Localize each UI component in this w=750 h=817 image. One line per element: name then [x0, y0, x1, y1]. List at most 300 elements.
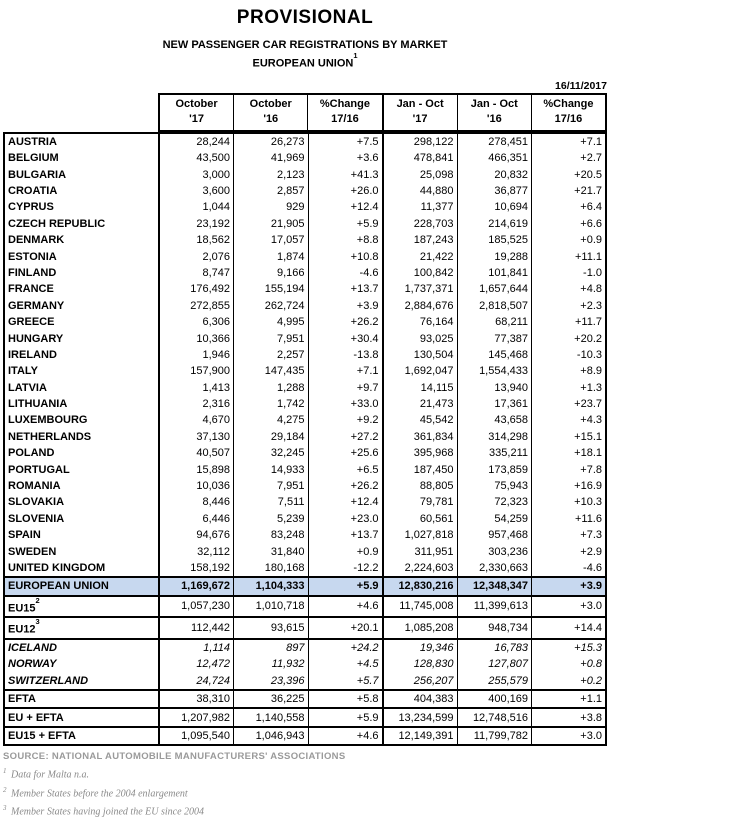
value-cell: 2,316 — [159, 396, 234, 412]
value-cell: +26.0 — [308, 183, 383, 199]
value-cell: 77,387 — [457, 330, 532, 346]
value-cell: 23,192 — [159, 216, 234, 232]
value-cell: 76,164 — [383, 314, 458, 330]
table-row-finland — [4, 265, 606, 281]
value-cell: +7.5 — [308, 133, 383, 150]
value-cell: 72,323 — [457, 494, 532, 510]
table-row-slovenia — [4, 511, 606, 527]
value-cell: 1,010,718 — [234, 596, 309, 618]
table-row-greece — [4, 314, 606, 330]
value-cell: +0.8 — [580, 658, 602, 671]
row-label: EU + EFTA — [4, 708, 159, 726]
value-cell: 214,619 — [457, 216, 532, 232]
value-cell: 4,275 — [234, 412, 309, 428]
value-cell: +4.6 — [308, 596, 383, 618]
value-cell: 11,799,782 — [457, 727, 532, 745]
row-label: DENMARK — [4, 232, 159, 248]
value-cell: 12,830,216 — [383, 577, 458, 595]
footnote: $^1$ Data for Malta n.a. — [3, 767, 90, 781]
value-cell: 145,468 — [457, 347, 532, 363]
value-cell: 228,703 — [383, 216, 458, 232]
value-cell: +6.6 — [580, 217, 602, 230]
column-header: %Change 17/16 — [308, 95, 383, 130]
value-cell: 18,562 — [159, 232, 234, 248]
row-label: $EU12^3$ — [4, 617, 159, 639]
value-cell: 1,044 — [159, 199, 234, 215]
value-cell: +20.1 — [308, 617, 383, 639]
row-label: ICELAND — [4, 639, 159, 656]
value-cell: +33.0 — [308, 396, 383, 412]
value-cell: +3.9 — [532, 577, 607, 595]
table-row-italy — [4, 363, 606, 379]
value-cell: 298,122 — [383, 133, 458, 150]
value-cell: 6,446 — [159, 511, 234, 527]
value-cell: 15,898 — [159, 461, 234, 477]
table-row-united-kingdom — [4, 560, 606, 577]
value-cell: 957,468 — [457, 527, 532, 543]
footnotes — [3, 767, 607, 817]
value-cell: +4.5 — [308, 656, 383, 672]
value-cell: +25.6 — [308, 445, 383, 461]
value-cell: +10.8 — [308, 248, 383, 264]
value-cell: 1,140,558 — [234, 708, 309, 726]
table-header — [3, 93, 607, 132]
value-cell: 1,554,433 — [457, 363, 532, 379]
value-cell: +8.8 — [308, 232, 383, 248]
table-header-corner — [3, 93, 158, 132]
value-cell: +8.9 — [580, 365, 602, 378]
row-label: ROMANIA — [4, 478, 159, 494]
value-cell: +20.2 — [574, 332, 602, 345]
value-cell: 404,383 — [383, 690, 458, 708]
value-cell: 1,874 — [234, 248, 309, 264]
value-cell: +5.9 — [308, 216, 383, 232]
row-label: NETHERLANDS — [4, 429, 159, 445]
row-label: UNITED KINGDOM — [4, 560, 159, 577]
table-row-denmark — [4, 232, 606, 248]
value-cell: 303,236 — [457, 543, 532, 559]
value-cell: 5,239 — [234, 511, 309, 527]
value-cell: 130,504 — [383, 347, 458, 363]
row-label: HUNGARY — [4, 330, 159, 346]
value-cell: +24.2 — [308, 639, 383, 656]
value-cell: 10,366 — [159, 330, 234, 346]
value-cell: 83,248 — [234, 527, 309, 543]
value-cell: +15.3 — [574, 642, 602, 655]
row-label: CYPRUS — [4, 199, 159, 215]
value-cell: +3.6 — [308, 150, 383, 166]
value-cell: 10,036 — [159, 478, 234, 494]
table-row-hungary — [4, 330, 606, 346]
value-cell: +7.3 — [580, 529, 602, 542]
table-row-cyprus — [4, 199, 606, 215]
table-row-croatia — [4, 183, 606, 199]
value-cell: +11.1 — [574, 250, 602, 263]
value-cell: 100,842 — [383, 265, 458, 281]
value-cell: 26,273 — [234, 133, 309, 150]
value-cell: +14.4 — [574, 622, 602, 635]
value-cell: +10.3 — [574, 496, 602, 509]
value-cell: 1,046,943 — [234, 727, 309, 745]
value-cell: +41.3 — [308, 166, 383, 182]
value-cell: +30.4 — [308, 330, 383, 346]
value-cell: 1,095,540 — [159, 727, 234, 745]
value-cell: 157,900 — [159, 363, 234, 379]
value-cell: 43,658 — [457, 412, 532, 428]
value-cell: 948,734 — [457, 617, 532, 639]
value-cell: +12.4 — [308, 199, 383, 215]
value-cell: 43,500 — [159, 150, 234, 166]
value-cell: 21,473 — [383, 396, 458, 412]
value-cell: +23.0 — [308, 511, 383, 527]
value-cell: 1,413 — [159, 380, 234, 396]
value-cell: +11.7 — [574, 316, 602, 329]
row-label: SWEDEN — [4, 543, 159, 559]
value-cell: +9.2 — [308, 412, 383, 428]
value-cell: -4.6 — [583, 562, 602, 574]
value-cell: 36,225 — [234, 690, 309, 708]
value-cell: +0.9 — [308, 543, 383, 559]
value-cell: 176,492 — [159, 281, 234, 297]
value-cell: 400,169 — [457, 690, 532, 708]
row-label: BELGIUM — [4, 150, 159, 166]
value-cell: +5.7 — [308, 673, 383, 690]
value-cell: +16.9 — [574, 480, 602, 493]
table-row-portugal — [4, 461, 606, 477]
value-cell: 54,259 — [457, 511, 532, 527]
row-label: SLOVAKIA — [4, 494, 159, 510]
value-cell: 12,748,516 — [457, 708, 532, 726]
row-label: ESTONIA — [4, 248, 159, 264]
row-label: BULGARIA — [4, 166, 159, 182]
value-cell: 24,724 — [159, 673, 234, 690]
value-cell: 7,951 — [234, 478, 309, 494]
value-cell: 37,130 — [159, 429, 234, 445]
row-label: EU15 + EFTA — [4, 727, 159, 745]
value-cell: +23.7 — [574, 398, 602, 411]
value-cell: 2,123 — [234, 166, 309, 182]
value-cell: +18.1 — [574, 447, 602, 460]
row-label: ITALY — [4, 363, 159, 379]
value-cell: 7,951 — [234, 330, 309, 346]
value-cell: +9.7 — [308, 380, 383, 396]
table-row-slovakia — [4, 494, 606, 510]
value-cell: +12.4 — [308, 494, 383, 510]
value-cell: +20.5 — [574, 168, 602, 181]
value-cell: 6,306 — [159, 314, 234, 330]
row-label: AUSTRIA — [4, 133, 159, 150]
value-cell: 155,194 — [234, 281, 309, 297]
page-subtitle-region — [3, 51, 607, 70]
value-cell: 262,724 — [234, 298, 309, 314]
value-cell: +3.0 — [580, 730, 602, 743]
value-cell: 314,298 — [457, 429, 532, 445]
value-cell: 23,396 — [234, 673, 309, 690]
value-cell: -1.0 — [583, 266, 602, 279]
value-cell: 1,169,672 — [159, 577, 234, 595]
table-row-bulgaria — [4, 166, 606, 182]
value-cell: 2,857 — [234, 183, 309, 199]
value-cell: +7.1 — [308, 363, 383, 379]
value-cell: +5.9 — [308, 577, 383, 595]
value-cell: 12,472 — [159, 656, 234, 672]
table-row-european-union — [4, 577, 606, 595]
value-cell: +2.7 — [580, 152, 602, 165]
value-cell: 101,841 — [457, 265, 532, 281]
value-cell: 28,244 — [159, 133, 234, 150]
value-cell: 1,737,371 — [383, 281, 458, 297]
value-cell: 2,330,663 — [457, 560, 532, 577]
table-body — [3, 132, 607, 747]
value-cell: 2,257 — [234, 347, 309, 363]
table-row-eu15 — [4, 596, 606, 618]
table-row-luxembourg — [4, 412, 606, 428]
value-cell: 1,085,208 — [383, 617, 458, 639]
table-row-austria — [4, 133, 606, 150]
value-cell: 127,807 — [457, 656, 532, 672]
value-cell: +3.9 — [308, 298, 383, 314]
value-cell: 11,745,008 — [383, 596, 458, 618]
value-cell: +26.2 — [308, 314, 383, 330]
column-header: Jan - Oct '17 — [384, 95, 458, 130]
value-cell: +4.6 — [308, 727, 383, 745]
value-cell: 395,968 — [383, 445, 458, 461]
value-cell: 12,348,347 — [457, 577, 532, 595]
value-cell: +3.8 — [580, 711, 602, 724]
table-row-romania — [4, 478, 606, 494]
value-cell: 13,234,599 — [383, 708, 458, 726]
value-cell: 128,830 — [383, 656, 458, 672]
source-note: SOURCE: NATIONAL AUTOMOBILE MANUFACTURERS' ASSOCIATIONS — [3, 751, 346, 763]
value-cell: +4.3 — [580, 414, 602, 427]
value-cell: 40,507 — [159, 445, 234, 461]
value-cell: 278,451 — [457, 133, 532, 150]
table-row-eu12 — [4, 617, 606, 639]
row-label: CROATIA — [4, 183, 159, 199]
table-row-sweden — [4, 543, 606, 559]
value-cell: 17,057 — [234, 232, 309, 248]
value-cell: 1,207,982 — [159, 708, 234, 726]
value-cell: 180,168 — [234, 560, 309, 577]
value-cell: 32,245 — [234, 445, 309, 461]
value-cell: 19,346 — [383, 639, 458, 656]
value-cell: 11,399,613 — [457, 596, 532, 618]
value-cell: 112,442 — [159, 617, 234, 639]
value-cell: 185,525 — [457, 232, 532, 248]
value-cell: -12.2 — [308, 560, 383, 577]
row-label: FRANCE — [4, 281, 159, 297]
table-row-latvia — [4, 380, 606, 396]
value-cell: 311,951 — [383, 543, 458, 559]
table-row-efta — [4, 690, 606, 708]
row-label: LUXEMBOURG — [4, 412, 159, 428]
value-cell: 13,940 — [457, 380, 532, 396]
row-label: FINLAND — [4, 265, 159, 281]
row-label: $EU15^2$ — [4, 596, 159, 618]
value-cell: +13.7 — [308, 281, 383, 297]
value-cell: 93,615 — [234, 617, 309, 639]
value-cell: +6.5 — [308, 461, 383, 477]
value-cell: 255,579 — [457, 673, 532, 690]
registrations-table — [3, 93, 607, 747]
value-cell: 1,742 — [234, 396, 309, 412]
value-cell: +15.1 — [574, 430, 602, 443]
report-date: 16/11/2017 — [555, 79, 607, 92]
value-cell: 158,192 — [159, 560, 234, 577]
value-cell: 8,446 — [159, 494, 234, 510]
table-row-czech-republic — [4, 216, 606, 232]
value-cell: 8,747 — [159, 265, 234, 281]
value-cell: 1,657,644 — [457, 281, 532, 297]
row-label: GERMANY — [4, 298, 159, 314]
table-row-switzerland — [4, 673, 606, 690]
value-cell: 75,943 — [457, 478, 532, 494]
row-label: GREECE — [4, 314, 159, 330]
value-cell: 272,855 — [159, 298, 234, 314]
value-cell: 31,840 — [234, 543, 309, 559]
value-cell: -10.3 — [576, 348, 602, 361]
value-cell: 21,422 — [383, 248, 458, 264]
value-cell: +7.8 — [580, 463, 602, 476]
value-cell: 2,224,603 — [383, 560, 458, 577]
table-row-germany — [4, 298, 606, 314]
value-cell: +0.9 — [580, 234, 602, 247]
value-cell: 1,692,047 — [383, 363, 458, 379]
value-cell: 1,288 — [234, 380, 309, 396]
column-header: October '17 — [160, 95, 234, 130]
table-row-belgium — [4, 150, 606, 166]
page-subtitle: NEW PASSENGER CAR REGISTRATIONS BY MARKET — [162, 39, 448, 51]
value-cell: +1.3 — [580, 381, 602, 394]
column-header: October '16 — [234, 95, 308, 130]
value-cell: +6.4 — [580, 201, 602, 214]
value-cell: 17,361 — [457, 396, 532, 412]
value-cell: +26.2 — [308, 478, 383, 494]
row-label: SWITZERLAND — [4, 673, 159, 690]
value-cell: 11,932 — [234, 656, 309, 672]
value-cell: 45,542 — [383, 412, 458, 428]
table-row-estonia — [4, 248, 606, 264]
value-cell: -4.6 — [308, 265, 383, 281]
value-cell: 41,969 — [234, 150, 309, 166]
value-cell: +5.8 — [308, 690, 383, 708]
value-cell: 929 — [234, 199, 309, 215]
value-cell: 1,057,230 — [159, 596, 234, 618]
value-cell: +1.1 — [580, 693, 602, 706]
value-cell: +3.0 — [580, 600, 602, 613]
table-row-lithuania — [4, 396, 606, 412]
value-cell: 173,859 — [457, 461, 532, 477]
region-footnote-marker: 1 — [353, 51, 358, 60]
value-cell: +0.2 — [580, 674, 602, 687]
column-header: %Change 17/16 — [543, 97, 594, 125]
value-cell: 187,450 — [383, 461, 458, 477]
row-label: SLOVENIA — [4, 511, 159, 527]
value-cell: 256,207 — [383, 673, 458, 690]
table-header-columns — [158, 93, 607, 132]
row-label: EUROPEAN UNION — [4, 577, 159, 595]
table-row-eu15-efta — [4, 727, 606, 745]
value-cell: 14,933 — [234, 461, 309, 477]
value-cell: 14,115 — [383, 380, 458, 396]
value-cell: 4,670 — [159, 412, 234, 428]
value-cell: 20,832 — [457, 166, 532, 182]
value-cell: 21,905 — [234, 216, 309, 232]
region-label: EUROPEAN UNION — [252, 57, 354, 70]
value-cell: 25,098 — [383, 166, 458, 182]
value-cell: 60,561 — [383, 511, 458, 527]
value-cell: -13.8 — [308, 347, 383, 363]
value-cell: 361,834 — [383, 429, 458, 445]
footnote: $^2$ Member States before the 2004 enlargement — [3, 785, 188, 799]
row-label: SPAIN — [4, 527, 159, 543]
value-cell: 12,149,391 — [383, 727, 458, 745]
row-label: LATVIA — [4, 380, 159, 396]
value-cell: 68,211 — [457, 314, 532, 330]
value-cell: 1,104,333 — [234, 577, 309, 595]
value-cell: 16,783 — [457, 639, 532, 656]
table-row-eu-efta — [4, 708, 606, 726]
value-cell: +21.7 — [574, 185, 602, 198]
value-cell: 19,288 — [457, 248, 532, 264]
table-row-iceland — [4, 639, 606, 656]
value-cell: 38,310 — [159, 690, 234, 708]
value-cell: 4,995 — [234, 314, 309, 330]
value-cell: 897 — [234, 639, 309, 656]
value-cell: 29,184 — [234, 429, 309, 445]
value-cell: 88,805 — [383, 478, 458, 494]
value-cell: +2.3 — [580, 299, 602, 312]
value-cell: +5.9 — [308, 708, 383, 726]
value-cell: 1,114 — [159, 639, 234, 656]
value-cell: 36,877 — [457, 183, 532, 199]
value-cell: 11,377 — [383, 199, 458, 215]
table-row-norway — [4, 656, 606, 672]
footnote: $^3$ Member States having joined the EU since 2004 — [3, 803, 205, 817]
row-label: NORWAY — [4, 656, 159, 672]
value-cell: 335,211 — [457, 445, 532, 461]
value-cell: 187,243 — [383, 232, 458, 248]
row-label: LITHUANIA — [4, 396, 159, 412]
value-cell: 79,781 — [383, 494, 458, 510]
value-cell: 9,166 — [234, 265, 309, 281]
value-cell: 478,841 — [383, 150, 458, 166]
table-row-france — [4, 281, 606, 297]
value-cell: +2.9 — [580, 545, 602, 558]
value-cell: 1,027,818 — [383, 527, 458, 543]
value-cell: 7,511 — [234, 494, 309, 510]
value-cell: 44,880 — [383, 183, 458, 199]
value-cell: +11.6 — [574, 512, 602, 525]
value-cell: 3,600 — [159, 183, 234, 199]
value-cell: 1,946 — [159, 347, 234, 363]
value-cell: +7.1 — [580, 135, 602, 148]
value-cell: +13.7 — [308, 527, 383, 543]
value-cell: 2,884,676 — [383, 298, 458, 314]
value-cell: 2,818,507 — [457, 298, 532, 314]
value-cell: 147,435 — [234, 363, 309, 379]
value-cell: 93,025 — [383, 330, 458, 346]
row-label: CZECH REPUBLIC — [4, 216, 159, 232]
value-cell: 10,694 — [457, 199, 532, 215]
row-label: EFTA — [4, 690, 159, 708]
table-row-spain — [4, 527, 606, 543]
value-cell: 94,676 — [159, 527, 234, 543]
value-cell: 32,112 — [159, 543, 234, 559]
table-row-netherlands — [4, 429, 606, 445]
value-cell: 2,076 — [159, 248, 234, 264]
row-label: POLAND — [4, 445, 159, 461]
